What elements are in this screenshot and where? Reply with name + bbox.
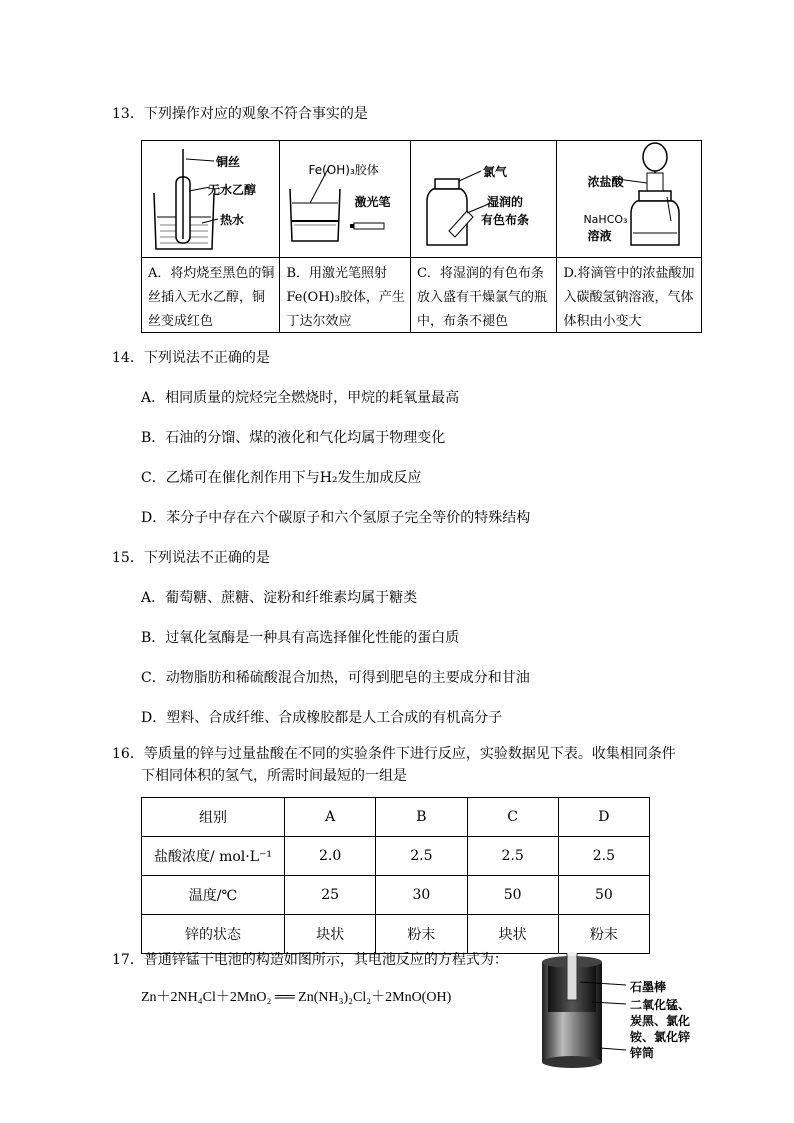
label-fe-colloid: Fe(OH)₃胶体 bbox=[308, 163, 379, 177]
chlorine-bottle-diagram bbox=[411, 141, 556, 257]
dry-cell-diagram bbox=[540, 952, 700, 1068]
label-conc-hcl: 浓盐酸 bbox=[587, 175, 624, 189]
q16-cell: 2.0 bbox=[285, 837, 376, 876]
q14-option-c: C．乙烯可在催化剂作用下与H₂发生加成反应 bbox=[141, 470, 422, 486]
q13-option-c: C．将湿润的有色布条放入盛有干燥氯气的瓶中，布条不褪色 bbox=[416, 266, 547, 329]
q16-table-row bbox=[142, 876, 650, 915]
q16-cell: 50 bbox=[467, 876, 558, 915]
q13-option-a: A．将灼烧至黑色的铜丝插入无水乙醇，铜丝变成红色 bbox=[148, 266, 275, 329]
label-colored-cloth: 有色布条 bbox=[480, 213, 529, 227]
label-chlorine: 氯气 bbox=[482, 165, 507, 179]
label-mno2: 二氧化锰、 bbox=[630, 998, 691, 1012]
q16-cell: 2.5 bbox=[467, 837, 558, 876]
q13-option-d: D.将滴管中的浓盐酸加入碳酸氢钠溶液，气体体积由小变大 bbox=[563, 266, 695, 329]
label-graphite-rod: 石墨棒 bbox=[630, 980, 667, 994]
q16-cell: 50 bbox=[558, 876, 649, 915]
q14-option-a: A．相同质量的烷烃完全燃烧时，甲烷的耗氧量最高 bbox=[141, 390, 460, 406]
q13-cell-a-image bbox=[142, 141, 280, 258]
q15-option-b: B．过氧化氢酶是一种具有高选择催化性能的蛋白质 bbox=[141, 630, 460, 646]
q16-header-cell: 组别 bbox=[142, 798, 285, 837]
q16-cell: 粉末 bbox=[558, 915, 649, 954]
q15-option-c: C．动物脂肪和稀硫酸混合加热，可得到肥皂的主要成分和甘油 bbox=[141, 670, 530, 686]
q16-table bbox=[141, 797, 650, 954]
q13-cell-c-image bbox=[410, 141, 557, 258]
q16-header-cell: B bbox=[376, 798, 467, 837]
q14-option-b: B．石油的分馏、煤的液化和气化均属于物理变化 bbox=[141, 430, 446, 446]
label-solution: 溶液 bbox=[587, 229, 612, 243]
q16-cell: 块状 bbox=[467, 915, 558, 954]
q16-header-cell: C bbox=[467, 798, 558, 837]
q16-stem-line1: 16．等质量的锌与过量盐酸在不同的实验条件下进行反应，实验数据见下表。收集相同条件 bbox=[112, 746, 676, 762]
q16-row-label: 温度/℃ bbox=[142, 876, 285, 915]
q14-option-d: D．苯分子中存在六个碳原子和六个氢原子完全等价的特殊结构 bbox=[141, 510, 531, 526]
label-carbon-black: 炭黑、氯化 bbox=[630, 1014, 691, 1028]
q16-header-cell: A bbox=[285, 798, 376, 837]
q16-row-label: 盐酸浓度/ mol·L⁻¹ bbox=[142, 837, 285, 876]
q16-cell: 2.5 bbox=[558, 837, 649, 876]
q15-option-d: D．塑料、合成纤维、合成橡胶都是人工合成的有机高分子 bbox=[141, 710, 503, 726]
q13-cell-b-image bbox=[280, 141, 410, 258]
q13-stem: 13．下列操作对应的观象不符合事实的是 bbox=[112, 106, 368, 122]
label-ammonium-zinc-chloride: 铵、氯化锌 bbox=[630, 1030, 691, 1044]
q16-header-row bbox=[142, 798, 650, 837]
label-wet: 湿润的 bbox=[486, 195, 523, 209]
hcl-dropper-bottle-diagram bbox=[557, 141, 700, 257]
label-nahco3: NaHCO₃ bbox=[583, 213, 628, 226]
q16-cell: 2.5 bbox=[376, 837, 467, 876]
q15-stem: 15．下列说法不正确的是 bbox=[112, 550, 270, 566]
q16-cell: 25 bbox=[285, 876, 376, 915]
q16-stem-line2: 下相同体积的氢气，所需时间最短的一组是 bbox=[141, 768, 407, 784]
label-hot-water: 热水 bbox=[220, 213, 245, 227]
q16-table-row bbox=[142, 837, 650, 876]
label-ethanol: 无水乙醇 bbox=[208, 183, 257, 197]
q15-option-a: A．葡萄糖、蔗糖、淀粉和纤维素均属于糖类 bbox=[141, 590, 418, 606]
q16-header-cell: D bbox=[558, 798, 649, 837]
label-zinc-can: 锌筒 bbox=[630, 1046, 655, 1060]
label-laser-pen: 激光笔 bbox=[354, 195, 391, 209]
q16-cell: 块状 bbox=[285, 915, 376, 954]
q13-cell-d-image bbox=[557, 141, 702, 258]
q16-row-label: 锌的状态 bbox=[142, 915, 285, 954]
q14-stem: 14．下列说法不正确的是 bbox=[112, 350, 270, 366]
label-copper-wire: 铜丝 bbox=[216, 155, 241, 169]
q16-table-row bbox=[142, 915, 650, 954]
q13-option-b: B．用激光笔照射Fe(OH)₃胶体，产生丁达尔效应 bbox=[286, 266, 405, 329]
q17-stem: 17．普通锌锰干电池的构造如图所示，其电池反应的方程式为： bbox=[112, 952, 508, 968]
q17-equation: Zn＋2NH₄Cl＋2MnO₂ ══ Zn(NH₃)₂Cl₂＋2MnO(OH) bbox=[141, 990, 452, 1005]
q13-table bbox=[141, 140, 702, 333]
beaker-copper-wire-diagram bbox=[142, 141, 279, 257]
q16-cell: 30 bbox=[376, 876, 467, 915]
q16-cell: 粉末 bbox=[376, 915, 467, 954]
